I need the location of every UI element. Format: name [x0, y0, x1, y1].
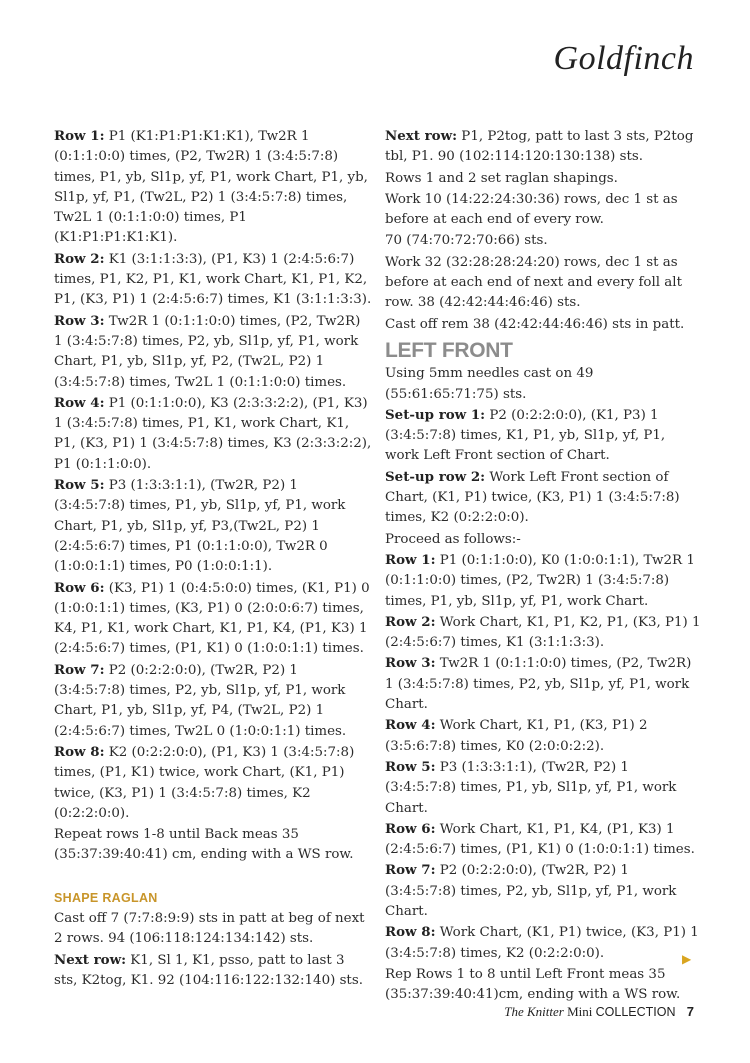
- pattern-row: Work 32 (32:28:28:24:20) rows, dec 1 st as before at each end of next and every foll alt row. 38 (42:42:44:46:46) sts.: [385, 254, 682, 311]
- mini-label: Mini: [567, 1004, 593, 1019]
- pattern-row: Row 3: Tw2R 1 (0:1:1:0:0) times, (P2, Tw2R) 1 (3:4:5:7:8) times, P2, yb, Sl1p, yf, P1, work Chart, P1, yb, Sl1p, yf, P2, (Tw2L, P2) 1 (3:4:5:7:8) times, Tw2L 1 (0:1:1:0:0) times.: [54, 312, 361, 390]
- pattern-row: 70 (74:70:72:70:66) sts.: [385, 233, 548, 249]
- pattern-row: Row 7: P2 (0:2:2:0:0), (Tw2R, P2) 1 (3:4:5:7:8) times, P2, yb, Sl1p, yf, P1, work Chart.: [385, 862, 677, 919]
- pattern-row: Row 8: Work Chart, (K1, P1) twice, (K3, P1) 1 (3:4:5:7:8) times, K2 (0:2:2:0:0).: [385, 924, 699, 961]
- pattern-row: Row 6: Work Chart, K1, P1, K4, (P1, K3) 1 (2:4:5:6:7) times, (P1, K1) 0 (1:0:0:1:1) times.: [385, 820, 695, 858]
- magazine-name: The Knitter: [504, 1004, 564, 1019]
- pattern-row: Set-up row 1: P2 (0:2:2:0:0), (K1, P3) 1 (3:4:5:7:8) times, K1, P1, yb, Sl1p, yf, P1, work Left Front section of Chart.: [385, 406, 666, 464]
- right-column: [385, 126, 701, 1005]
- pattern-row: Row 1: P1 (K1:P1:P1:K1:K1), Tw2R 1 (0:1:1:0:0) times, (P2, Tw2R) 1 (3:4:5:7:8) times, P1, yb, Sl1p, yf, P1, work Chart, P1, yb, Sl1p, yf, P1, (Tw2L, P2) 1 (3:4:5:7:8) times, Tw2L 1 (0:1:1:0:0) times, P1 (K1:P1:P1:K1:K1).: [54, 128, 368, 246]
- pattern-row: Work 10 (14:22:24:30:36) rows, dec 1 st as before at each end of every row.: [385, 191, 678, 228]
- section-heading-left-front: LEFT FRONT: [385, 338, 513, 362]
- pattern-row: Row 7: P2 (0:2:2:0:0), (Tw2R, P2) 1 (3:4:5:7:8) times, P2, yb, Sl1p, yf, P1, work Chart, P1, yb, Sl1p, yf, P4, (Tw2L, P2) 1 (2:4:5:6:7) times, Tw2L 0 (1:0:0:1:1) times.: [54, 661, 347, 739]
- pattern-row: Next row: P1, P2tog, patt to last 3 sts, P2tog tbl, P1. 90 (102:114:120:130:138) sts.: [385, 128, 694, 165]
- pattern-row: Cast off 7 (7:7:8:9:9) sts in patt at beg of next 2 rows. 94 (106:118:124:134:142) sts.: [54, 910, 365, 947]
- next-page-arrow-icon: ▶: [682, 952, 692, 966]
- pattern-row: Row 4: Work Chart, K1, P1, (K3, P1) 2 (3:5:6:7:8) times, K0 (2:0:0:2:2).: [385, 717, 648, 754]
- pattern-row: Row 2: Work Chart, K1, P1, K2, P1, (K3, P1) 1 (2:4:5:6:7) times, K1 (3:1:1:3:3).: [385, 613, 701, 651]
- left-column: [54, 126, 372, 991]
- pattern-row: Cast off rem 38 (42:42:44:46:46) sts in patt.: [385, 316, 685, 332]
- pattern-row: Using 5mm needles cast on 49 (55:61:65:71:75) sts.: [385, 366, 594, 402]
- collection-label: COLLECTION: [595, 1005, 676, 1019]
- page-title: Goldfinch: [553, 40, 694, 77]
- pattern-row: Row 2: K1 (3:1:1:3:3), (P1, K3) 1 (2:4:5:6:7) times, P1, K2, P1, K1, work Chart, K1, P1, K2, P1, (K3, P1) 1 (2:4:5:6:7) times, K1 (3:1:1:3:3).: [54, 250, 372, 308]
- pattern-row: Row 5: P3 (1:3:3:1:1), (Tw2R, P2) 1 (3:4:5:7:8) times, P1, yb, Sl1p, yf, P1, work Chart.: [385, 758, 677, 816]
- pattern-row: Proceed as follows:-: [385, 531, 521, 547]
- page-footer: [504, 1004, 694, 1020]
- pattern-row: Rep Rows 1 to 8 until Left Front meas 35 (35:37:39:40:41)cm, ending with a WS row.: [385, 966, 681, 1003]
- pattern-row: Repeat rows 1-8 until Back meas 35 (35:37:39:40:41) cm, ending with a WS row.: [54, 827, 354, 863]
- pattern-row: Next row: K1, Sl 1, K1, psso, patt to last 3 sts, K2tog, K1. 92 (104:116:122:132:140) sts.: [54, 951, 363, 988]
- pattern-row: Rows 1 and 2 set raglan shapings.: [385, 170, 618, 186]
- pattern-row: Row 6: (K3, P1) 1 (0:4:5:0:0) times, (K1, P1) 0 (1:0:0:1:1) times, (K3, P1) 0 (2:0:0:6:7) times, K4, P1, K1, work Chart, K1, P1, K4, (P1, K3) 1 (2:4:5:6:7) times, (P1, K1) 0 (1:0:0:1:1) times.: [54, 579, 370, 657]
- pattern-row: Row 3: Tw2R 1 (0:1:1:0:0) times, (P2, Tw2R) 1 (3:4:5:7:8) times, P2, yb, Sl1p, yf, P1, work Chart.: [385, 655, 692, 713]
- pattern-row: Row 8: K2 (0:2:2:0:0), (P1, K3) 1 (3:4:5:7:8) times, (P1, K1) twice, work Chart, (K1, P1) twice, (K3, P1) 1 (3:4:5:7:8) times, K2 (0:2:2:0:0).: [54, 743, 355, 821]
- page-number: 7: [686, 1004, 694, 1019]
- section-heading-shape-raglan: SHAPE RAGLAN: [54, 890, 158, 905]
- pattern-row: Row 1: P1 (0:1:1:0:0), K0 (1:0:0:1:1), Tw2R 1 (0:1:1:0:0) times, (P2, Tw2R) 1 (3:4:5:7:8) times, P1, yb, Sl1p, yf, P1, work Chart.: [385, 551, 695, 609]
- pattern-row: Set-up row 2: Work Left Front section of Chart, (K1, P1) twice, (K3, P1) 1 (3:4:5:7:8) times, K2 (0:2:2:0:0).: [385, 468, 680, 526]
- pattern-row: Row 4: P1 (0:1:1:0:0), K3 (2:3:3:2:2), (P1, K3) 1 (3:4:5:7:8) times, P1, K1, work Chart, K1, P1, (K3, P1) 1 (3:4:5:7:8) times, K3 (2:3:3:2:2), P1 (0:1:1:0:0).: [54, 394, 372, 472]
- pattern-row: Row 5: P3 (1:3:3:1:1), (Tw2R, P2) 1 (3:4:5:7:8) times, P1, yb, Sl1p, yf, P1, work Chart, P1, yb, Sl1p, yf, P3,(Tw2L, P2) 1 (2:4:5:6:7) times, P1 (0:1:1:0:0), Tw2R 0 (1:0:0:1:1) times, P0 (1:0:0:1:1).: [54, 477, 346, 575]
